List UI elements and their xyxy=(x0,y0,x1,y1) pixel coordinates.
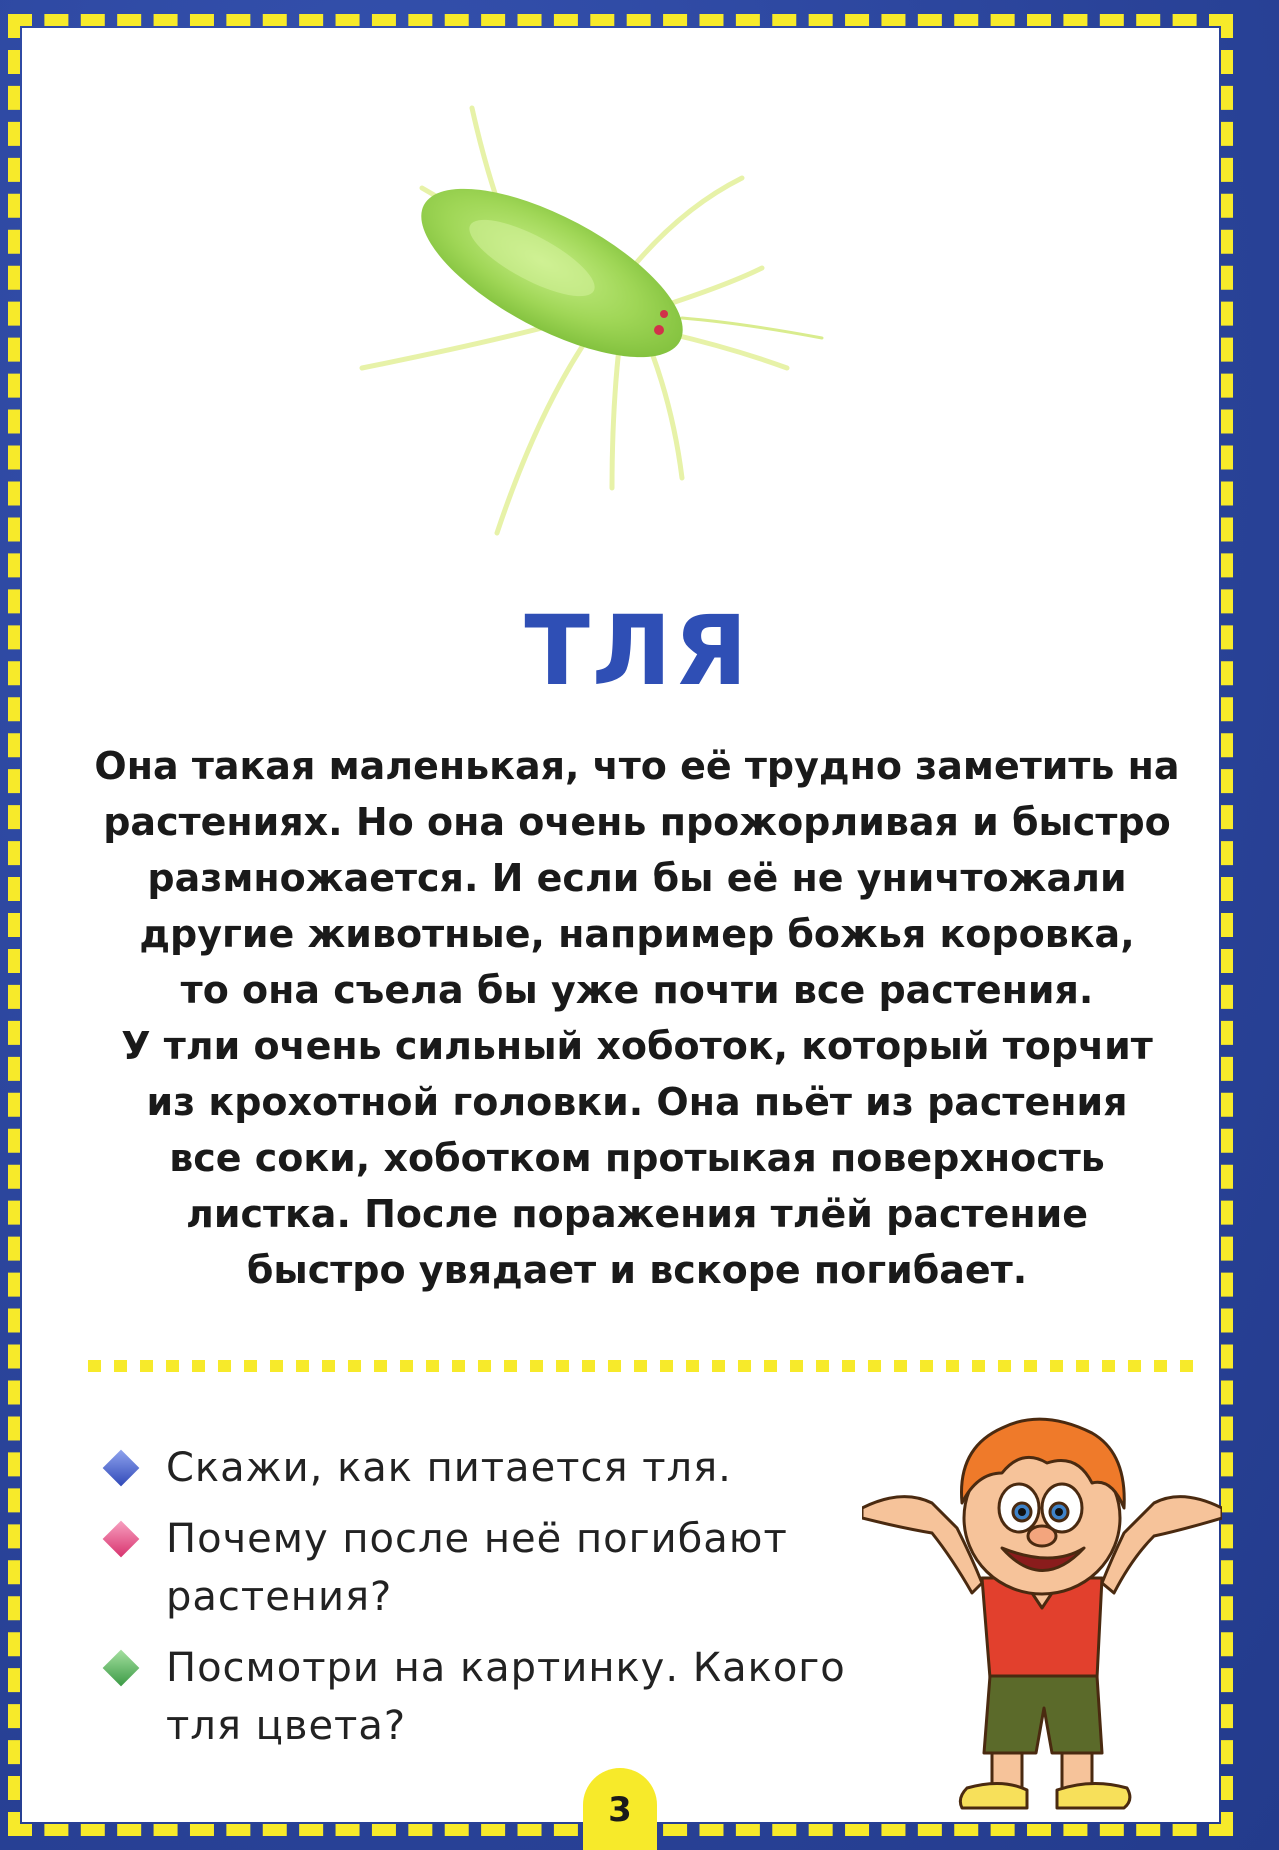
question-line: растения? xyxy=(166,1574,393,1620)
page-number: 3 xyxy=(583,1768,657,1850)
body-line: быстро увядает и вскоре погибает. xyxy=(246,1248,1028,1292)
body-line: У тли очень сильный хоботок, который торчит xyxy=(121,1024,1153,1068)
blue-diamond-icon xyxy=(103,1450,140,1487)
body-line: растениях. Но она очень прожорливая и быстро xyxy=(103,800,1171,844)
question-line: Посмотри на картинку. Какого xyxy=(166,1645,846,1691)
page-title: ТЛЯ xyxy=(524,595,750,707)
question-line: Скажи, как питается тля. xyxy=(166,1445,732,1491)
content-panel xyxy=(22,28,1219,1822)
cartoon-boy-image xyxy=(862,1408,1222,1828)
body-line: Она такая маленькая, что её трудно заметить на xyxy=(94,744,1180,788)
pink-diamond-icon xyxy=(103,1521,140,1558)
dotted-divider xyxy=(88,1360,1198,1372)
body-line: листка. После поражения тлёй растение xyxy=(186,1192,1088,1236)
aphid-image xyxy=(322,68,922,628)
question-line: тля цвета? xyxy=(166,1703,407,1749)
body-line: другие животные, например божья коровка, xyxy=(139,912,1135,956)
question-line: Почему после неё погибают xyxy=(166,1516,788,1562)
body-line: размножается. И если бы её не уничтожали xyxy=(147,856,1127,900)
body-line: то она съела бы уже почти все растения. xyxy=(180,968,1094,1012)
body-line: из крохотной головки. Она пьёт из растения xyxy=(146,1080,1128,1124)
green-diamond-icon xyxy=(103,1650,140,1687)
body-paragraph xyxy=(82,738,1192,1298)
body-line: все соки, хоботком протыкая поверхность xyxy=(169,1136,1105,1180)
